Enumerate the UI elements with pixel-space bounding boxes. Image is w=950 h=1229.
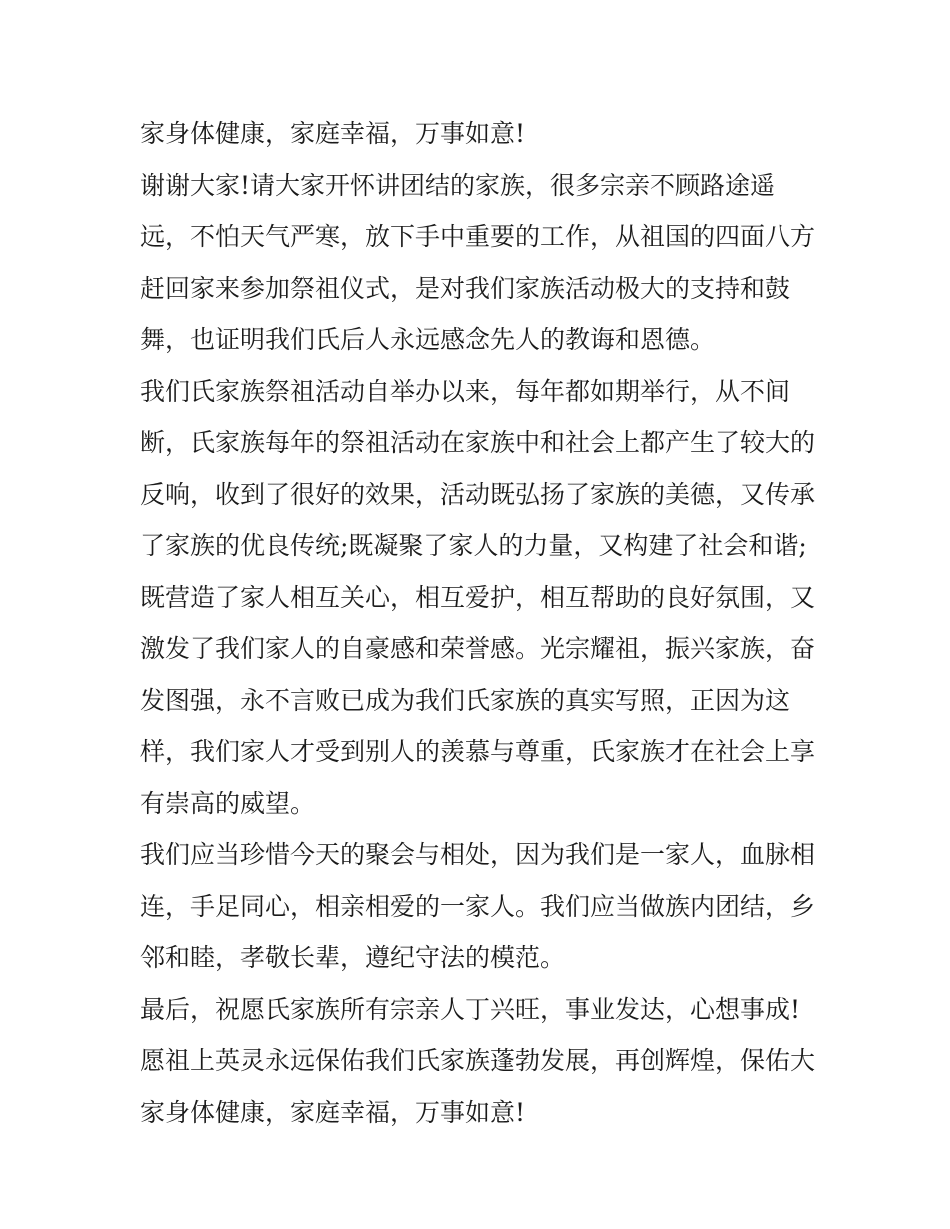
- text-line: 有崇高的威望。: [140, 788, 316, 818]
- text-line: 断，氏家族每年的祭祖活动在家族中和社会上都产生了较大的: [140, 428, 816, 457]
- text-line: 远，不怕天气严寒，放下手中重要的工作，从祖国的四面八方: [140, 222, 816, 251]
- text-line: 愿祖上英灵永远保佑我们氏家族蓬勃发展，再创辉煌，保佑大: [140, 1046, 816, 1075]
- text-line: 连，手足同心，相亲相爱的一家人。我们应当做族内团结，乡: [140, 891, 816, 921]
- text-line: 既营造了家人相互关心，相互爱护，相互帮助的良好氛围，又: [140, 582, 816, 612]
- text-line: 舞，也证明我们氏后人永远感念先人的教诲和恩德。: [140, 325, 716, 354]
- text-line: 了家族的优良传统;既凝聚了家人的力量，又构建了社会和谐;: [140, 531, 807, 560]
- text-line: 家身体健康，家庭幸福，万事如意!: [140, 1097, 526, 1127]
- text-line: 谢谢大家!请大家开怀讲团结的家族，很多宗亲不顾路途遥: [140, 170, 776, 200]
- text-line: 我们氏家族祭祖活动自举办以来，每年都如期举行，从不间: [140, 376, 791, 406]
- document-body: [140, 108, 820, 1138]
- text-line: 邻和睦，孝敬长辈，遵纪守法的模范。: [140, 943, 566, 972]
- text-line: 赶回家来参加祭祖仪式，是对我们家族活动极大的支持和鼓: [140, 273, 791, 303]
- text-line: 家身体健康，家庭幸福，万事如意!: [140, 119, 526, 148]
- text-line: 样，我们家人才受到别人的羡慕与尊重，氏家族才在社会上享: [140, 737, 816, 766]
- text-line: 激发了我们家人的自豪感和荣誉感。光宗耀祖，振兴家族，奋: [140, 634, 816, 663]
- text-line: 最后，祝愿氏家族所有宗亲人丁兴旺，事业发达，心想事成!: [140, 994, 801, 1024]
- text-line: 发图强，永不言败已成为我们氏家族的真实写照，正因为这: [140, 685, 791, 715]
- text-line: 我们应当珍惜今天的聚会与相处，因为我们是一家人，血脉相: [140, 840, 816, 869]
- text-line: 反响，收到了很好的效果，活动既弘扬了家族的美德，又传承: [140, 479, 816, 509]
